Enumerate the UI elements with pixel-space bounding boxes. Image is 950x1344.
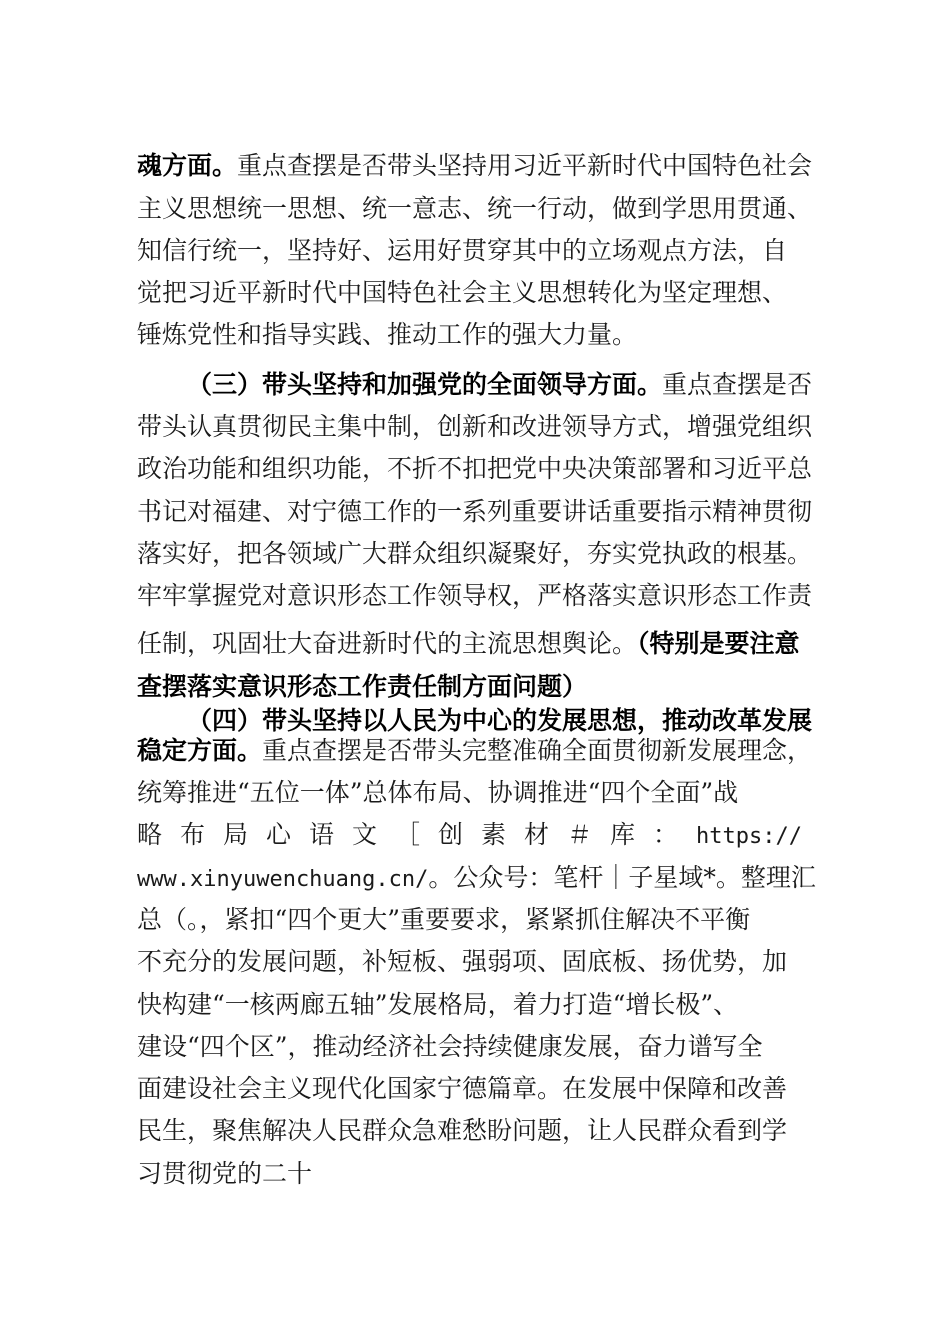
line-text: 书记对福建、对宁德工作的一系列重要讲话重要指示精神贯彻 — [137, 497, 813, 526]
text-line-22 — [137, 1030, 837, 1064]
url-text: https:// — [696, 824, 802, 849]
text-line-21 — [137, 988, 837, 1022]
line-text: 主义思想统一思想、统一意志、统一行动，做到学思用贯通、 — [137, 194, 813, 223]
section-heading-4: （四）带头坚持以人民为中心的发展思想，推动改革发展 — [187, 706, 813, 735]
text-line-11 — [137, 579, 837, 613]
url-text: www.xinyuwenchuang.cn/ — [137, 867, 429, 892]
text-line-5 — [137, 318, 837, 352]
line-text: 重点查摆是否 — [662, 370, 813, 399]
text-line-23 — [137, 1072, 837, 1106]
text-line-9 — [137, 495, 837, 529]
text-line-20 — [137, 945, 837, 979]
text-line-14 — [187, 704, 887, 738]
bold-heading: 魂方面。 — [137, 151, 238, 180]
line-text: 建设“四个区”，推动经济社会持续健康发展，奋力谱写全 — [137, 1032, 763, 1061]
text-line-25 — [137, 1157, 837, 1191]
text-line-2 — [137, 192, 837, 226]
text-line-6 — [187, 368, 887, 402]
line-text: 民生，聚焦解决人民群众急难愁盼问题，让人民群众看到学 — [137, 1116, 788, 1145]
line-text: 牢牢掌握党对意识形态工作领导权，严格落实意识形态工作责 — [137, 581, 813, 610]
text-line-13 — [137, 670, 837, 704]
line-text: 总（。，紧扣“四个更大”重要要求，紧紧抓住解决不平衡 — [137, 905, 751, 934]
text-line-19 — [137, 903, 837, 937]
text-line-24 — [137, 1114, 837, 1148]
line-text: 快构建“一核两廊五轴”发展格局，着力打造“增长极”、 — [137, 990, 739, 1019]
bold-note-start: （特别是要注意 — [637, 629, 800, 658]
line-text: 政治功能和组织功能，不折不扣把党中央决策部署和习近平总 — [137, 454, 813, 483]
section-heading-3: （三）带头坚持和加强党的全面领导方面。 — [187, 370, 663, 399]
text-line-15 — [137, 734, 837, 768]
text-line-18 — [137, 861, 837, 897]
bold-note-end: 查摆落实意识形态工作责任制方面问题） — [137, 672, 588, 701]
text-line-17 — [137, 818, 837, 854]
text-line-1 — [137, 149, 837, 183]
line-text: 统筹推进“五位一体”总体布局、协调推进“四个全面”战 — [137, 778, 739, 807]
line-text: 不充分的发展问题，补短板、强弱项、固底板、扬优势，加 — [137, 947, 788, 976]
line-text: 知信行统一，坚持好、运用好贯穿其中的立场观点方法，自 — [137, 236, 788, 265]
text-line-7 — [137, 410, 837, 444]
line-text: 习贯彻党的二十 — [137, 1159, 313, 1188]
line-text: 重点查摆是否带头坚持用习近平新时代中国特色社会 — [237, 151, 813, 180]
line-text: 觉把习近平新时代中国特色社会主义思想转化为坚定理想、 — [137, 278, 788, 307]
line-text: 重点查摆是否带头完整准确全面贯彻新发展理念， — [262, 736, 813, 765]
line-text: 。公众号：笔杆｜子星域*。整理汇 — [428, 863, 816, 892]
line-text: 带头认真贯彻民主集中制，创新和改进领导方式，增强党组织 — [137, 412, 813, 441]
line-text: 面建设社会主义现代化国家宁德篇章。在发展中保障和改善 — [137, 1074, 788, 1103]
text-line-12 — [137, 627, 837, 661]
text-line-10 — [137, 537, 837, 571]
line-text: 任制，巩固壮大奋进新时代的主流思想舆论。 — [137, 629, 638, 658]
section-heading-4-cont: 稳定方面。 — [137, 736, 263, 765]
text-line-3 — [137, 234, 837, 268]
text-line-16 — [137, 776, 837, 810]
text-line-4 — [137, 276, 837, 310]
line-text: 略布局心语文［创素材＃库： — [137, 820, 697, 849]
line-text: 锤炼党性和指导实践、推动工作的强大力量。 — [137, 320, 638, 349]
line-text: 落实好，把各领域广大群众组织凝聚好，夯实党执政的根基。 — [137, 539, 813, 568]
text-line-8 — [137, 452, 837, 486]
